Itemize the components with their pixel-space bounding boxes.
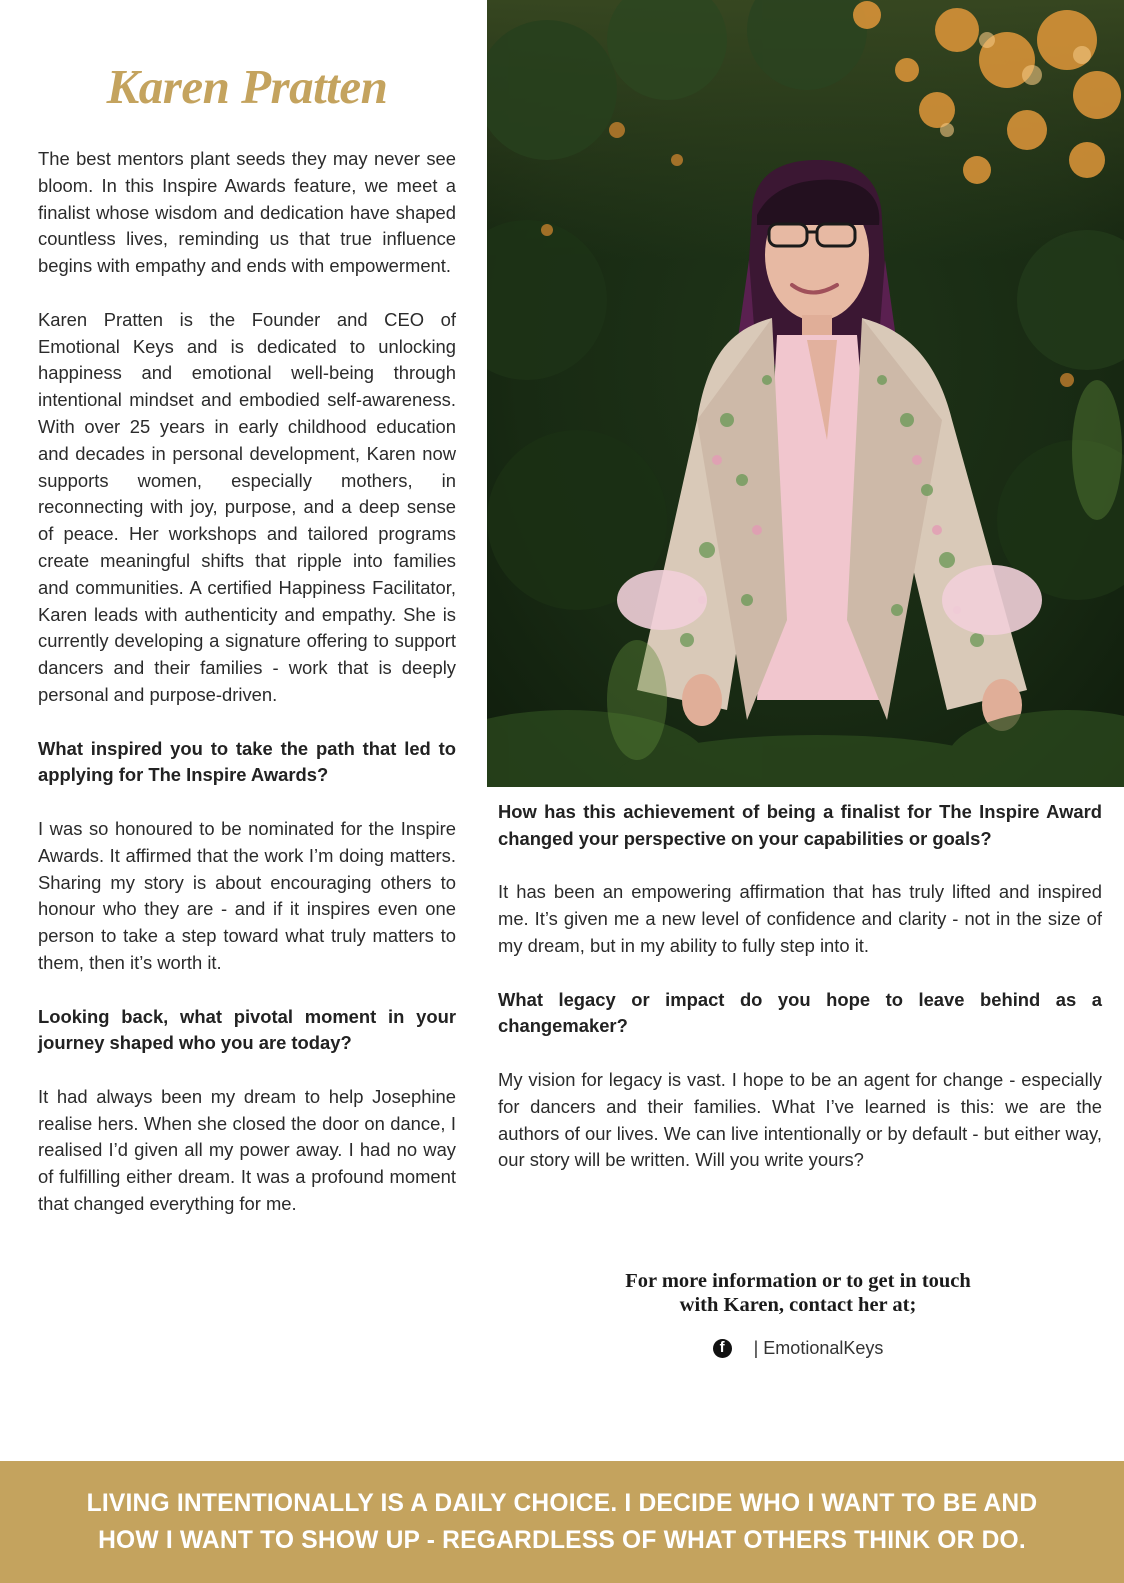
contact-block xyxy=(548,1269,1048,1359)
left-column xyxy=(38,146,456,1245)
right-column xyxy=(498,799,1102,1201)
facebook-handle[interactable]: | EmotionalKeys xyxy=(753,1338,884,1358)
facebook-icon[interactable]: f xyxy=(713,1339,732,1358)
contact-line-1: For more information or to get in touch xyxy=(625,1270,971,1292)
pull-quote-line-2: HOW I WANT TO SHOW UP - REGARDLESS OF WHAT OTHERS THINK OR DO. xyxy=(98,1527,1026,1554)
portrait-photo xyxy=(487,0,1124,787)
facebook-link[interactable] xyxy=(548,1338,1048,1359)
article-title: Karen Pratten xyxy=(106,59,388,114)
answer-1: I was so honoured to be nominated for the Inspire Awards. It affirmed that the work I’m doing matters. Sharing my story is about encouraging others to honour who they are - and if it inspires even one person to take a step toward what truly matters to them, then it’s worth it. xyxy=(38,817,456,973)
pull-quote-line-1: LIVING INTENTIONALLY IS A DAILY CHOICE. I DECIDE WHO I WANT TO BE AND xyxy=(86,1490,1038,1517)
quote-banner xyxy=(0,1461,1124,1583)
question-4: What legacy or impact do you hope to leave behind as a changemaker? xyxy=(498,988,1102,1037)
contact-heading xyxy=(548,1269,1048,1317)
question-1: What inspired you to take the path that led to applying for The Inspire Awards? xyxy=(38,737,456,786)
pull-quote xyxy=(32,1485,1092,1559)
answer-3: It has been an empowering affirmation that has truly lifted and inspired me. It’s given me a new level of confidence and clarity - not in the size of my dream, but in my ability to fully step into it. xyxy=(498,881,1102,956)
bio-paragraph: Karen Pratten is the Founder and CEO of Emotional Keys and is dedicated to unlocking happiness and emotional well-being through intentional mindset and embodied self-awareness. With over 25 years in early childhood education and decades in personal development, Karen now supports women, especially mothers, in reconnecting with joy, purpose, and a deep sense of peace. Her workshops and tailored programs create meaningful shifts that ripple into families and communities. A certified Happiness Facilitator, Karen leads with authenticity and empathy. She is currently developing a signature offering to support dancers and their families - work that is deeply personal and purpose-driven. xyxy=(38,308,456,705)
question-3: How has this achievement of being a finalist for The Inspire Award changed your perspective on your capabilities or goals? xyxy=(498,801,1102,849)
question-2: Looking back, what pivotal moment in your journey shaped who you are today? xyxy=(38,1005,456,1054)
answer-4: My vision for legacy is vast. I hope to be an agent for change - especially for dancers and their families. What I’ve learned is this: we are the authors of our lives. We can live intentionally or by default - but either way, our story will be written. Will you write yours? xyxy=(498,1068,1102,1171)
answer-2: It had always been my dream to help Josephine realise hers. When she closed the door on dance, I realised I’d given all my power away. I had no way of fulfilling either dream. It was a profound moment that changed everything for me. xyxy=(38,1085,456,1215)
intro-paragraph: The best mentors plant seeds they may never see bloom. In this Inspire Awards feature, we meet a finalist whose wisdom and dedication have shaped countless lives, reminding us that true influence begins with empathy and ends with empowerment. xyxy=(38,148,456,277)
contact-line-2: with Karen, contact her at; xyxy=(679,1294,917,1316)
